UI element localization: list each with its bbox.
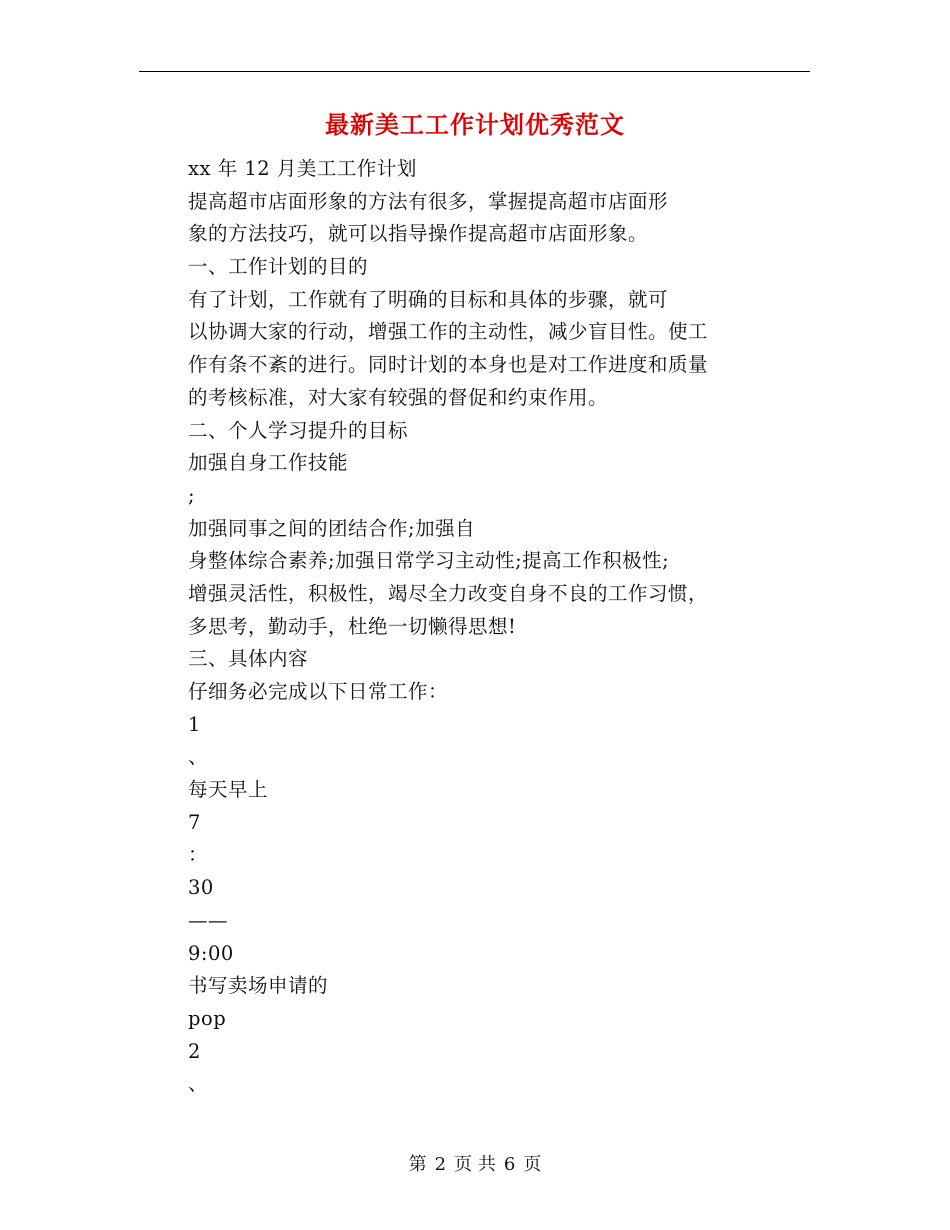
page-label-suffix: 页 xyxy=(523,1154,542,1175)
page-footer xyxy=(0,1153,950,1177)
body-line: 每天早上 xyxy=(188,778,269,802)
body-line: 多思考，勤动手，杜绝一切懒得思想! xyxy=(188,614,517,638)
document-title: 最新美工工作计划优秀范文 xyxy=(325,110,625,139)
body-line: 加强同事之间的团结合作;加强自 xyxy=(188,516,476,540)
body-line: 1 xyxy=(188,712,201,736)
body-line: —— xyxy=(188,908,228,932)
section-heading: 三、具体内容 xyxy=(188,647,309,671)
page-total: 6 xyxy=(503,1154,516,1175)
section-heading: 一、工作计划的目的 xyxy=(188,255,369,279)
document-body xyxy=(188,153,788,1101)
body-line: 、 xyxy=(188,1072,209,1096)
body-line: xx 年 12 月美工工作计划 xyxy=(188,157,417,180)
body-line: 7 xyxy=(188,810,201,834)
body-line: 提高超市店面形象的方法有很多，掌握提高超市店面形 xyxy=(188,189,669,213)
page-current: 2 xyxy=(434,1154,447,1175)
body-line: 增强灵活性，积极性，竭尽全力改变自身不良的工作习惯， xyxy=(188,581,709,605)
body-line: 的考核标准，对大家有较强的督促和约束作用。 xyxy=(188,385,609,409)
body-line: pop xyxy=(188,1006,227,1030)
body-line: 仔细务必完成以下日常工作： xyxy=(188,680,449,703)
body-line: 象的方法技巧，就可以指导操作提高超市店面形象。 xyxy=(188,222,649,246)
body-line: 30 xyxy=(188,876,214,900)
header-rule xyxy=(139,71,810,72)
page-label-mid: 页 共 xyxy=(454,1154,496,1175)
body-line: 书写卖场申请的 xyxy=(188,974,329,998)
body-line: 、 xyxy=(188,745,209,769)
body-line: 身整体综合素养;加强日常学习主动性;提高工作积极性; xyxy=(188,549,670,573)
body-line: ： xyxy=(188,843,209,867)
body-line: 有了计划，工作就有了明确的目标和具体的步骤，就可 xyxy=(188,287,669,311)
body-line: 以协调大家的行动，增强工作的主动性，减少盲目性。使工 xyxy=(188,320,709,344)
page-label-prefix: 第 xyxy=(408,1154,427,1175)
body-line: ; xyxy=(188,483,196,507)
section-heading: 二、个人学习提升的目标 xyxy=(188,418,409,442)
body-line: 加强自身工作技能 xyxy=(188,451,349,475)
body-line: 2 xyxy=(188,1039,201,1063)
body-line: 作有条不紊的进行。同时计划的本身也是对工作进度和质量 xyxy=(188,353,709,377)
body-line: 9:00 xyxy=(188,941,234,965)
